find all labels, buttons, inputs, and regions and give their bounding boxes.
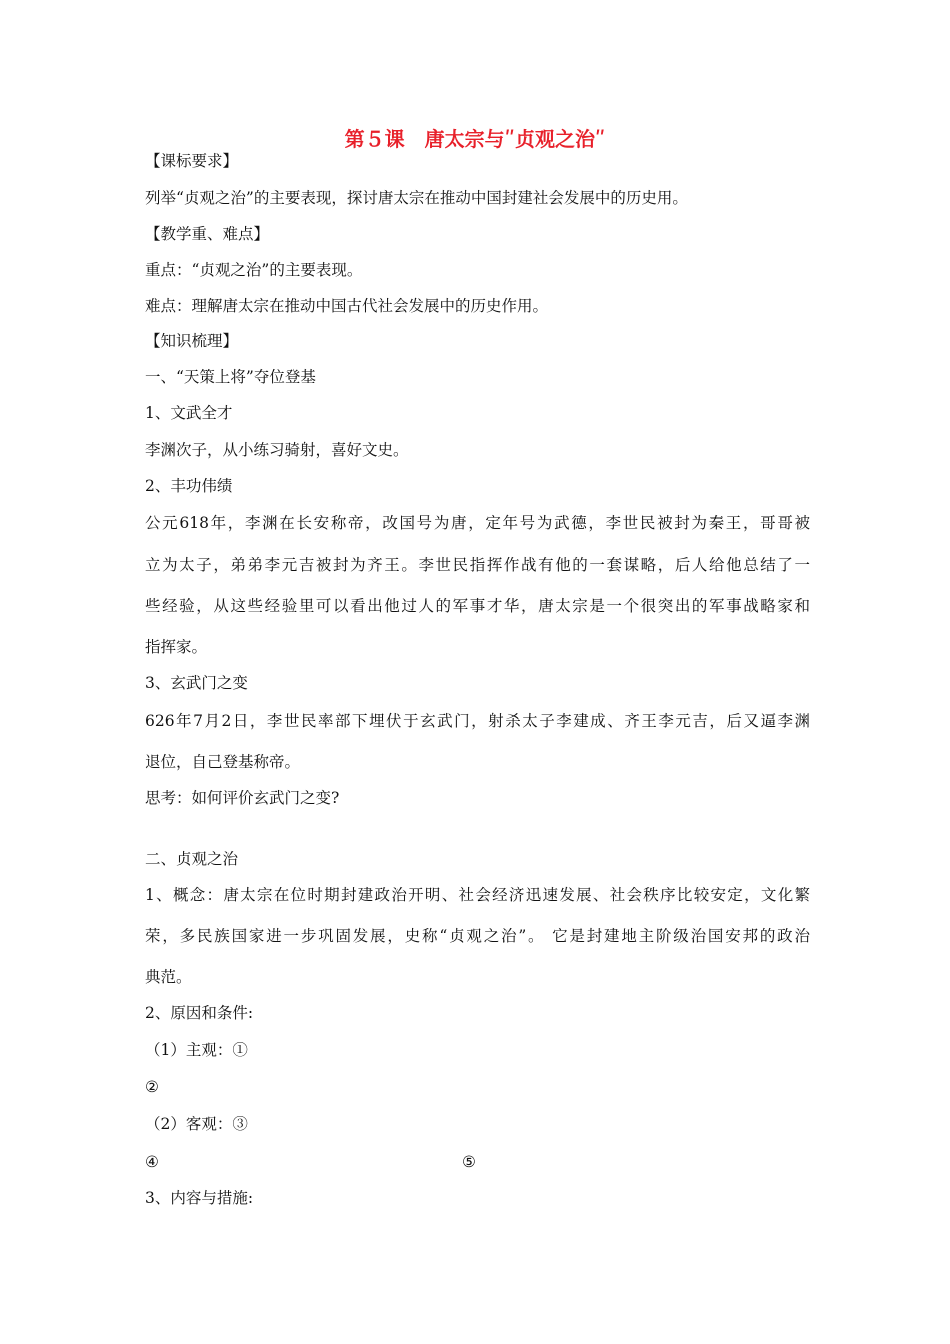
standard-heading: 【课标要求】 (145, 152, 239, 170)
part1-sub2-heading: 2、丰功伟绩 (145, 477, 233, 495)
focus-heading: 【教学重、难点】 (145, 225, 270, 243)
part2-concept-line: 1、概念：唐太宗在位时期封建政治开明、社会经济迅速发展、社会秩序比较安定，文化繁 (145, 886, 810, 904)
part2-item-4: ④ (145, 1153, 159, 1171)
part1-sub1-text: 李渊次子，从小练习骑射，喜好文史。 (145, 441, 409, 459)
part1-heading: 一、“天策上将”夺位登基 (145, 368, 316, 386)
part2-objective: （2）客观：③ (145, 1115, 248, 1133)
part1-sub2-line: 些经验，从这些经验里可以看出他过人的军事才华，唐太宗是一个很突出的军事战略家和 (145, 597, 810, 615)
part1-sub3-line: 626年7月2日，李世民率部下埋伏于玄武门，射杀太子李建成、齐王李元吉，后又逼李渊 (145, 712, 810, 730)
page-title: 第５课 唐太宗与ʺ贞观之治ʺ (344, 127, 606, 151)
part1-sub2-line: 立为太子，弟弟李元吉被封为齐王。李世民指挥作战有他的一套谋略，后人给他总结了一 (145, 556, 810, 574)
part1-sub1-heading: 1、文武全才 (145, 404, 233, 422)
part1-thinking: 思考：如何评价玄武门之变? (145, 789, 340, 807)
difficult-point: 难点：理解唐太宗在推动中国古代社会发展中的历史作用。 (145, 297, 549, 315)
part2-heading: 二、贞观之治 (145, 850, 239, 868)
part1-sub2-line: 指挥家。 (145, 638, 208, 656)
part2-reasons-heading: 2、原因和条件: (145, 1004, 254, 1022)
part2-concept-line: 典范。 (145, 968, 192, 986)
part2-concept-line: 荣，多民族国家进一步巩固发展，史称“贞观之治”。 它是封建地主阶级治国安邦的政治 (145, 927, 810, 945)
part2-item-2: ② (145, 1078, 159, 1096)
key-point: 重点：“贞观之治”的主要表现。 (145, 261, 363, 279)
part1-sub2-line: 公元618年，李渊在长安称帝，改国号为唐，定年号为武德，李世民被封为秦王，哥哥被 (145, 514, 810, 532)
part2-subjective: （1）主观：① (145, 1041, 248, 1059)
part2-item-5: ⑤ (462, 1153, 476, 1171)
part2-measures-heading: 3、内容与措施: (145, 1189, 254, 1207)
knowledge-heading: 【知识梳理】 (145, 332, 239, 350)
part1-sub3-line: 退位，自己登基称帝。 (145, 753, 301, 771)
part1-sub3-heading: 3、玄武门之变 (145, 674, 248, 692)
standard-text: 列举“贞观之治”的主要表现，探讨唐太宗在推动中国封建社会发展中的历史用。 (145, 189, 688, 207)
